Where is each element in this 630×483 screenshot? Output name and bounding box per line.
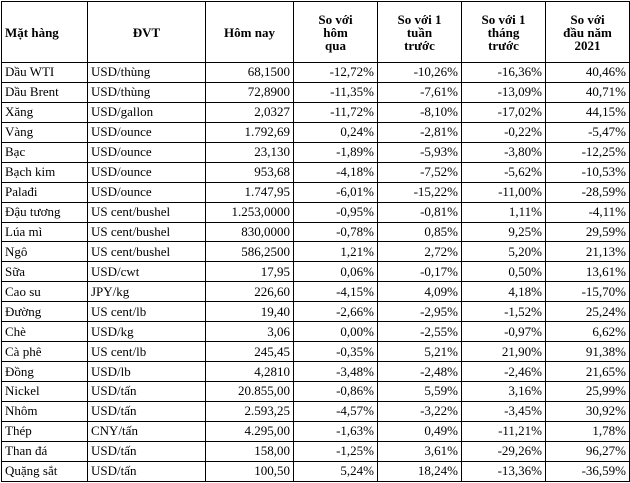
cell-vs-month: 9,25% bbox=[462, 222, 546, 242]
cell-today: 2.593,25 bbox=[206, 401, 294, 421]
table-row bbox=[2, 202, 630, 222]
table-row bbox=[2, 302, 630, 322]
cell-vs-week: 0,49% bbox=[378, 421, 462, 441]
cell-unit: USD/cwt bbox=[88, 262, 206, 282]
cell-item: Palađi bbox=[2, 182, 88, 202]
cell-today: 68,1500 bbox=[206, 63, 294, 83]
cell-vs-week: -0,17% bbox=[378, 262, 462, 282]
cell-item: Nickel bbox=[2, 382, 88, 402]
cell-vs-ytd: 40,71% bbox=[546, 82, 630, 102]
header-vs-ytd bbox=[546, 2, 630, 63]
cell-unit: US cent/bushel bbox=[88, 242, 206, 262]
cell-today: 4,2810 bbox=[206, 362, 294, 382]
cell-vs-ytd: -4,11% bbox=[546, 202, 630, 222]
cell-vs-ytd: -36,59% bbox=[546, 461, 630, 481]
table-row bbox=[2, 421, 630, 441]
cell-item: Vàng bbox=[2, 122, 88, 142]
cell-vs-yesterday: -11,35% bbox=[294, 82, 378, 102]
cell-vs-month: 1,11% bbox=[462, 202, 546, 222]
header-vs-week-line-2: tuần bbox=[406, 24, 433, 40]
cell-today: 1.747,95 bbox=[206, 182, 294, 202]
table-row bbox=[2, 162, 630, 182]
header-vs-week bbox=[378, 2, 462, 63]
cell-vs-yesterday: 1,21% bbox=[294, 242, 378, 262]
table-row bbox=[2, 342, 630, 362]
cell-vs-ytd: 91,38% bbox=[546, 342, 630, 362]
cell-item: Xăng bbox=[2, 102, 88, 122]
cell-vs-ytd: 13,61% bbox=[546, 262, 630, 282]
cell-unit: USD/ounce bbox=[88, 122, 206, 142]
cell-vs-month: -29,26% bbox=[462, 441, 546, 461]
cell-vs-yesterday: -1,89% bbox=[294, 142, 378, 162]
cell-today: 158,00 bbox=[206, 441, 294, 461]
cell-today: 23,130 bbox=[206, 142, 294, 162]
cell-vs-yesterday: -1,63% bbox=[294, 421, 378, 441]
cell-item: Đậu tương bbox=[2, 202, 88, 222]
cell-vs-week: 5,21% bbox=[378, 342, 462, 362]
commodity-price-table bbox=[1, 1, 630, 482]
header-vs-ytd-line-2: đầu năm bbox=[563, 24, 612, 40]
cell-vs-yesterday: -6,01% bbox=[294, 182, 378, 202]
cell-unit: USD/gallon bbox=[88, 102, 206, 122]
cell-today: 245,45 bbox=[206, 342, 294, 362]
cell-vs-yesterday: -4,57% bbox=[294, 401, 378, 421]
cell-vs-yesterday: -4,18% bbox=[294, 162, 378, 182]
cell-unit: USD/tấn bbox=[88, 382, 206, 402]
cell-item: Than đá bbox=[2, 441, 88, 461]
cell-vs-yesterday: 5,24% bbox=[294, 461, 378, 481]
cell-vs-week: -2,95% bbox=[378, 302, 462, 322]
table-row bbox=[2, 401, 630, 421]
cell-today: 1.253,0000 bbox=[206, 202, 294, 222]
cell-vs-week: -7,61% bbox=[378, 82, 462, 102]
cell-vs-ytd: 30,92% bbox=[546, 401, 630, 421]
table-row bbox=[2, 262, 630, 282]
cell-item: Bạc bbox=[2, 142, 88, 162]
cell-vs-month: 0,50% bbox=[462, 262, 546, 282]
cell-item: Cao su bbox=[2, 282, 88, 302]
cell-vs-month: -11,21% bbox=[462, 421, 546, 441]
cell-vs-yesterday: -11,72% bbox=[294, 102, 378, 122]
header-vs-month-line-3: trước bbox=[488, 37, 519, 53]
cell-vs-ytd: 21,65% bbox=[546, 362, 630, 382]
cell-vs-ytd: -12,25% bbox=[546, 142, 630, 162]
cell-vs-ytd: 21,13% bbox=[546, 242, 630, 262]
cell-vs-month: -16,36% bbox=[462, 63, 546, 83]
cell-vs-yesterday: -12,72% bbox=[294, 63, 378, 83]
cell-vs-yesterday: -0,78% bbox=[294, 222, 378, 242]
cell-vs-ytd: -28,59% bbox=[546, 182, 630, 202]
cell-today: 17,95 bbox=[206, 262, 294, 282]
cell-today: 3,06 bbox=[206, 322, 294, 342]
table-row bbox=[2, 122, 630, 142]
cell-vs-ytd: 1,78% bbox=[546, 421, 630, 441]
cell-vs-week: -7,52% bbox=[378, 162, 462, 182]
header-unit: ĐVT bbox=[88, 2, 206, 63]
cell-vs-yesterday: 0,06% bbox=[294, 262, 378, 282]
cell-unit: USD/tấn bbox=[88, 441, 206, 461]
cell-vs-week: 4,09% bbox=[378, 282, 462, 302]
cell-today: 226,60 bbox=[206, 282, 294, 302]
cell-vs-month: -3,80% bbox=[462, 142, 546, 162]
cell-vs-month: 5,20% bbox=[462, 242, 546, 262]
table-row bbox=[2, 282, 630, 302]
cell-item: Thép bbox=[2, 421, 88, 441]
cell-vs-month: -11,00% bbox=[462, 182, 546, 202]
cell-vs-month: -13,09% bbox=[462, 82, 546, 102]
cell-unit: US cent/lb bbox=[88, 302, 206, 322]
cell-item: Dầu WTI bbox=[2, 63, 88, 83]
cell-today: 2,0327 bbox=[206, 102, 294, 122]
cell-vs-week: 18,24% bbox=[378, 461, 462, 481]
header-vs-month-line-1: So với 1 bbox=[481, 11, 526, 27]
cell-item: Lúa mì bbox=[2, 222, 88, 242]
cell-item: Nhôm bbox=[2, 401, 88, 421]
cell-vs-week: 2,72% bbox=[378, 242, 462, 262]
cell-vs-month: -5,62% bbox=[462, 162, 546, 182]
cell-item: Sữa bbox=[2, 262, 88, 282]
table-row bbox=[2, 322, 630, 342]
cell-unit: US cent/bushel bbox=[88, 202, 206, 222]
header-vs-yesterday-line-1: So với bbox=[318, 11, 353, 27]
table-body bbox=[2, 63, 630, 482]
cell-vs-yesterday: -1,25% bbox=[294, 441, 378, 461]
cell-unit: USD/ounce bbox=[88, 162, 206, 182]
cell-vs-month: 4,18% bbox=[462, 282, 546, 302]
cell-vs-month: -17,02% bbox=[462, 102, 546, 122]
cell-today: 4.295,00 bbox=[206, 421, 294, 441]
cell-today: 953,68 bbox=[206, 162, 294, 182]
header-vs-month bbox=[462, 2, 546, 63]
table-header-row bbox=[2, 2, 630, 63]
cell-vs-ytd: 96,27% bbox=[546, 441, 630, 461]
table-row bbox=[2, 82, 630, 102]
cell-unit: USD/ounce bbox=[88, 142, 206, 162]
cell-item: Đồng bbox=[2, 362, 88, 382]
cell-vs-yesterday: 0,00% bbox=[294, 322, 378, 342]
header-vs-ytd-line-1: So với bbox=[570, 11, 605, 27]
cell-today: 19,40 bbox=[206, 302, 294, 322]
header-vs-month-line-2: tháng bbox=[487, 24, 520, 40]
cell-item: Đường bbox=[2, 302, 88, 322]
cell-item: Ngô bbox=[2, 242, 88, 262]
cell-unit: USD/tấn bbox=[88, 461, 206, 481]
cell-unit: US cent/lb bbox=[88, 342, 206, 362]
cell-today: 72,8900 bbox=[206, 82, 294, 102]
cell-vs-ytd: -10,53% bbox=[546, 162, 630, 182]
table-row bbox=[2, 222, 630, 242]
cell-today: 100,50 bbox=[206, 461, 294, 481]
cell-unit: US cent/bushel bbox=[88, 222, 206, 242]
header-item: Mặt hàng bbox=[2, 2, 88, 63]
cell-vs-yesterday: -0,95% bbox=[294, 202, 378, 222]
cell-item: Cà phê bbox=[2, 342, 88, 362]
cell-item: Dầu Brent bbox=[2, 82, 88, 102]
cell-vs-month: -0,97% bbox=[462, 322, 546, 342]
cell-item: Bạch kim bbox=[2, 162, 88, 182]
cell-vs-yesterday: 0,24% bbox=[294, 122, 378, 142]
cell-vs-week: -3,22% bbox=[378, 401, 462, 421]
header-vs-week-line-1: So với 1 bbox=[397, 11, 442, 27]
cell-vs-week: -15,22% bbox=[378, 182, 462, 202]
cell-vs-ytd: -15,70% bbox=[546, 282, 630, 302]
header-vs-yesterday-line-2: hôm bbox=[323, 24, 348, 40]
cell-vs-month: -13,36% bbox=[462, 461, 546, 481]
table-row bbox=[2, 102, 630, 122]
cell-today: 586,2500 bbox=[206, 242, 294, 262]
cell-unit: CNY/tấn bbox=[88, 421, 206, 441]
cell-vs-week: -2,55% bbox=[378, 322, 462, 342]
cell-vs-week: -2,48% bbox=[378, 362, 462, 382]
cell-today: 830,0000 bbox=[206, 222, 294, 242]
cell-vs-yesterday: -0,86% bbox=[294, 382, 378, 402]
cell-unit: USD/lb bbox=[88, 362, 206, 382]
cell-vs-week: -10,26% bbox=[378, 63, 462, 83]
header-vs-yesterday-line-3: qua bbox=[325, 37, 346, 53]
header-vs-ytd-line-3: 2021 bbox=[574, 37, 601, 53]
table-row bbox=[2, 63, 630, 83]
cell-vs-ytd: 25,24% bbox=[546, 302, 630, 322]
cell-vs-month: 21,90% bbox=[462, 342, 546, 362]
header-vs-week-line-3: trước bbox=[404, 37, 435, 53]
cell-unit: USD/tấn bbox=[88, 401, 206, 421]
cell-unit: USD/ounce bbox=[88, 182, 206, 202]
cell-vs-month: 3,16% bbox=[462, 382, 546, 402]
cell-vs-month: -0,22% bbox=[462, 122, 546, 142]
cell-vs-week: -0,81% bbox=[378, 202, 462, 222]
cell-vs-yesterday: -4,15% bbox=[294, 282, 378, 302]
cell-vs-yesterday: -3,48% bbox=[294, 362, 378, 382]
cell-unit: USD/thùng bbox=[88, 63, 206, 83]
cell-today: 20.855,00 bbox=[206, 382, 294, 402]
table-row bbox=[2, 242, 630, 262]
cell-vs-ytd: -5,47% bbox=[546, 122, 630, 142]
table-row bbox=[2, 382, 630, 402]
table-row bbox=[2, 441, 630, 461]
cell-vs-week: -8,10% bbox=[378, 102, 462, 122]
cell-item: Quặng sắt bbox=[2, 461, 88, 481]
cell-vs-ytd: 40,46% bbox=[546, 63, 630, 83]
cell-vs-yesterday: -2,66% bbox=[294, 302, 378, 322]
table-row bbox=[2, 362, 630, 382]
cell-vs-week: -2,81% bbox=[378, 122, 462, 142]
cell-unit: USD/thùng bbox=[88, 82, 206, 102]
header-today: Hôm nay bbox=[206, 2, 294, 63]
table-row bbox=[2, 461, 630, 481]
cell-vs-ytd: 6,62% bbox=[546, 322, 630, 342]
cell-today: 1.792,69 bbox=[206, 122, 294, 142]
cell-vs-week: 5,59% bbox=[378, 382, 462, 402]
cell-vs-ytd: 25,99% bbox=[546, 382, 630, 402]
cell-vs-yesterday: -0,35% bbox=[294, 342, 378, 362]
cell-vs-week: -5,93% bbox=[378, 142, 462, 162]
table-row bbox=[2, 182, 630, 202]
table-row bbox=[2, 142, 630, 162]
cell-vs-ytd: 29,59% bbox=[546, 222, 630, 242]
header-vs-yesterday bbox=[294, 2, 378, 63]
cell-unit: USD/kg bbox=[88, 322, 206, 342]
cell-vs-ytd: 44,15% bbox=[546, 102, 630, 122]
cell-item: Chè bbox=[2, 322, 88, 342]
cell-vs-week: 3,61% bbox=[378, 441, 462, 461]
cell-vs-month: -2,46% bbox=[462, 362, 546, 382]
cell-unit: JPY/kg bbox=[88, 282, 206, 302]
cell-vs-month: -1,52% bbox=[462, 302, 546, 322]
cell-vs-week: 0,85% bbox=[378, 222, 462, 242]
cell-vs-month: -3,45% bbox=[462, 401, 546, 421]
